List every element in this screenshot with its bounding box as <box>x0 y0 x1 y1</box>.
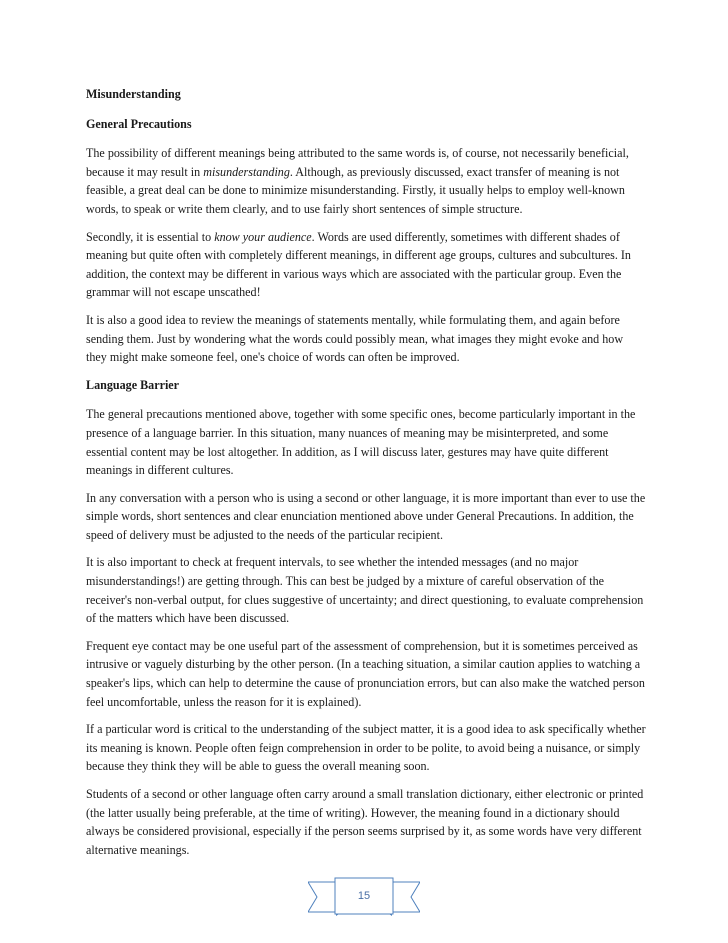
emphasis-text: misunderstanding <box>203 164 290 179</box>
section-heading-misunderstanding: Misunderstanding <box>86 87 181 101</box>
paragraph: The general precautions mentioned above, together with some specific ones, become particularly important in the presence of a language barrier. In this situation, many nuances of meaning may be misinterpreted, and some essential content may be lost altogether. In addition, as I will discuss later, gestures may have quite different meanings in different cultures. <box>86 407 636 478</box>
paragraph: In any conversation with a person who is using a second or other language, it is more important than ever to use the simple words, short sentences and clear enunciation mentioned above under General Precautions. In addition, the speed of delivery must be adjusted to the needs of the particular recipient. <box>86 490 646 542</box>
emphasis-text: know your audience <box>214 229 312 244</box>
section-heading-language-barrier: Language Barrier <box>86 377 180 392</box>
document-body <box>86 85 646 868</box>
page-number-ribbon <box>308 876 420 918</box>
paragraph: It is also important to check at frequent intervals, to see whether the intended messages (and no major misunderstandings!) are getting through. This can best be judged by a mixture of careful observation of the receiver's non-verbal output, for clues suggestive of uncertainty; and direct questioning, to evaluate comprehension of the matters which have been discussed. <box>86 555 644 626</box>
page-number: 15 <box>357 890 371 902</box>
paragraph: If a particular word is critical to the understanding of the subject matter, it is a good idea to ask specifically whether its meaning is known. People often feign comprehension in order to be polite, to avoid being a nuisance, or simply because they think they will be able to guess the overall meaning soon. <box>86 722 646 774</box>
paragraph: Secondly, it is essential to know your audience. Words are used differently, sometimes with different shades of meaning but quite often with completely different meanings, in different age groups, cultures and subcultures. In addition, the context may be different in various ways which are associated with the particular group. Even the grammar will not escape unscathed! <box>86 229 631 300</box>
section-heading-general-precautions: General Precautions <box>86 116 192 131</box>
paragraph: It is also a good idea to review the meanings of statements mentally, while formulating them, and again before sending them. Just by wondering what the words could possibly mean, what images they might evoke and how they might make someone feel, one's choice of words can often be improved. <box>86 312 624 365</box>
paragraph: The possibility of different meanings being attributed to the same words is, of course, not necessarily beneficial, because it may result in misunderstanding. Although, as previously discussed, exact transfer of meaning is not feasible, a great deal can be done to minimize misunderstanding. Firstly, it usually helps to employ well-known words, to speak or write them clearly, and to use fairly short sentences of simple structure. <box>86 146 629 216</box>
paragraph: Students of a second or other language often carry around a small translation dictionary, either electronic or printed (the latter usually being preferable, at the time of writing). However, the meaning found in a dictionary should always be considered provisional, especially if the person seems surprised by it, as some words have very different alternative meanings. <box>86 787 644 857</box>
paragraph: Frequent eye contact may be one useful part of the assessment of comprehension, but it is sometimes perceived as intrusive or vaguely disturbing by the other person. (In a teaching situation, a similar caution applies to watching a speaker's lips, which can help to determine the cause of pronunciation errors, but can also make the watched person feel uncomfortable, unless the reason for it is explained). <box>86 638 645 709</box>
